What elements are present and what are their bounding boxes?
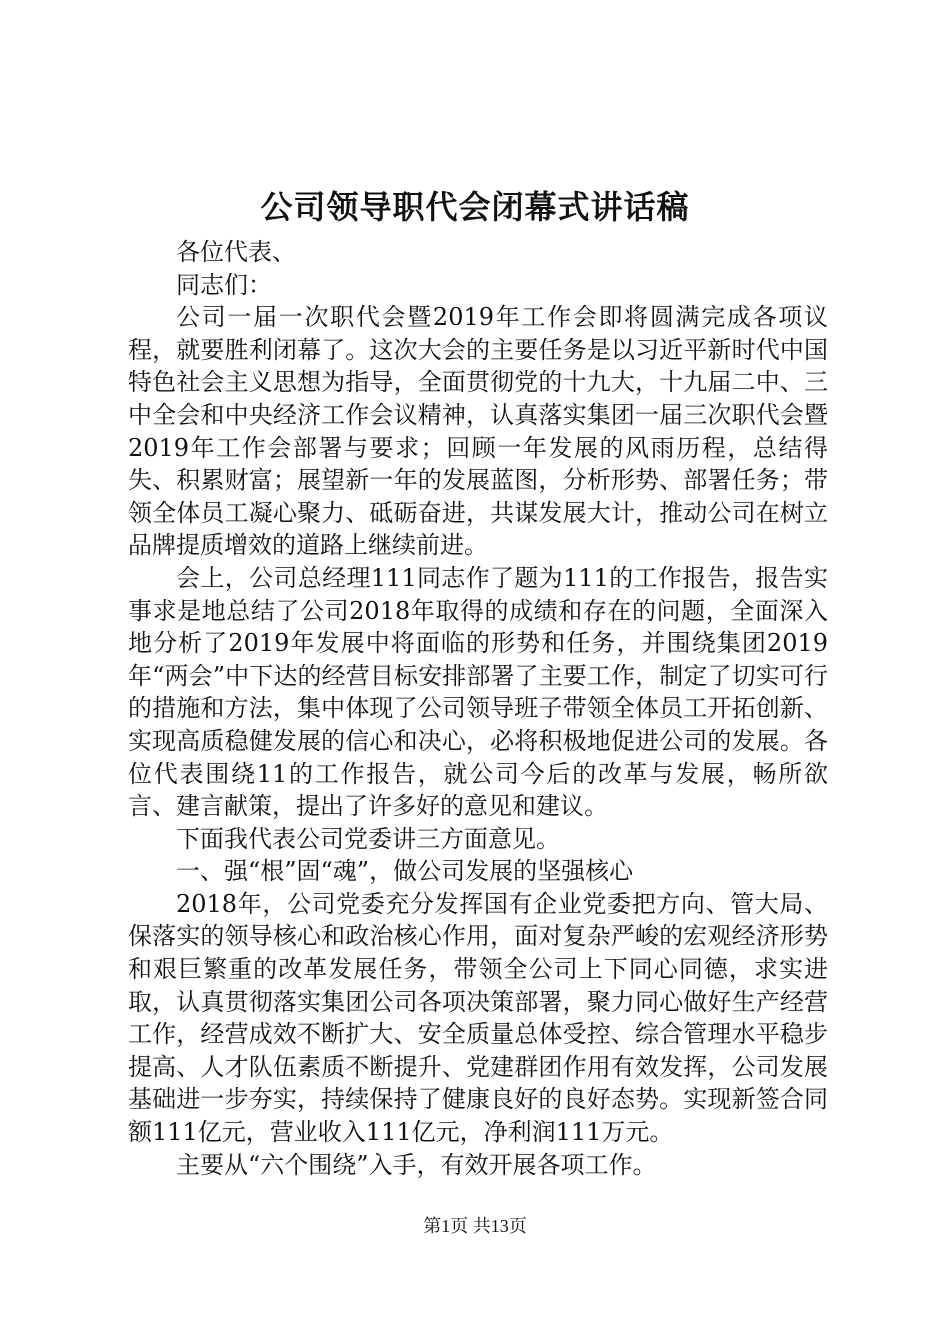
page-number-footer: 第1页 共13页 bbox=[423, 1216, 527, 1236]
body-paragraph: 下面我代表公司党委讲三方面意见。 bbox=[176, 824, 560, 853]
body-paragraph: 公司一届一次职代会暨2019年工作会即将圆满完成各项议程，就要胜利闭幕了。这次大会的主要任务是以习近平新时代中国特色社会主义思想为指导，全面贯彻党的十九大，十九届二中、三中全会和中央经济工作会议精神，认真落实集团一届三次职代会暨2019年工作会部署与要求；回顾一年发展的风雨历程，总结得失、积累财富；展望新一年的发展蓝图，分析形势、部署任务；带领全体员工凝心聚力、砥砺奋进，共谋发展大计，推动公司在树立品牌提质增效的道路上继续前进。 bbox=[128, 303, 828, 560]
section-heading: 一、强“根”固“魂”，做公司发展的坚强核心 bbox=[176, 857, 634, 886]
salutation-line: 同志们： bbox=[176, 270, 272, 299]
body-paragraph: 主要从“六个围绕”入手，有效开展各项工作。 bbox=[176, 1150, 657, 1179]
body-paragraph: 2018年，公司党委充分发挥国有企业党委把方向、管大局、保落实的领导核心和政治核心作用，面对复杂严峻的宏观经济形势和艰巨繁重的改革发展任务，带领全公司上下同心同德，求实进取，认真贯彻落实集团公司各项决策部署，聚力同心做好生产经营工作，经营成效不断扩大、安全质量总体受控、综合管理水平稳步提高、人才队伍素质不断提升、党建群团作用有效发挥，公司发展基础进一步夯实，持续保持了健康良好的良好态势。实现新签合同额111亿元，营业收入111亿元，净利润111万元。 bbox=[128, 889, 828, 1147]
document-body bbox=[128, 236, 828, 1181]
document-title: 公司领导职代会闭幕式讲话稿 bbox=[260, 188, 690, 226]
salutation-line: 各位代表、 bbox=[176, 238, 296, 266]
body-paragraph: 会上，公司总经理111同志作了题为111的工作报告，报告实事求是地总结了公司2018年取得的成绩和存在的问题，全面深入地分析了2019年发展中将面临的形势和任务，并围绕集团2019年“两会”中下达的经营目标安排部署了主要工作，制定了切实可行的措施和方法，集中体现了公司领导班子带领全体员工开拓创新、实现高质稳健发展的信心和决心，必将积极地促进公司的发展。各位代表围绕11的工作报告，就公司今后的改革与发展，畅所欲言、建言献策，提出了许多好的意见和建议。 bbox=[128, 563, 828, 821]
